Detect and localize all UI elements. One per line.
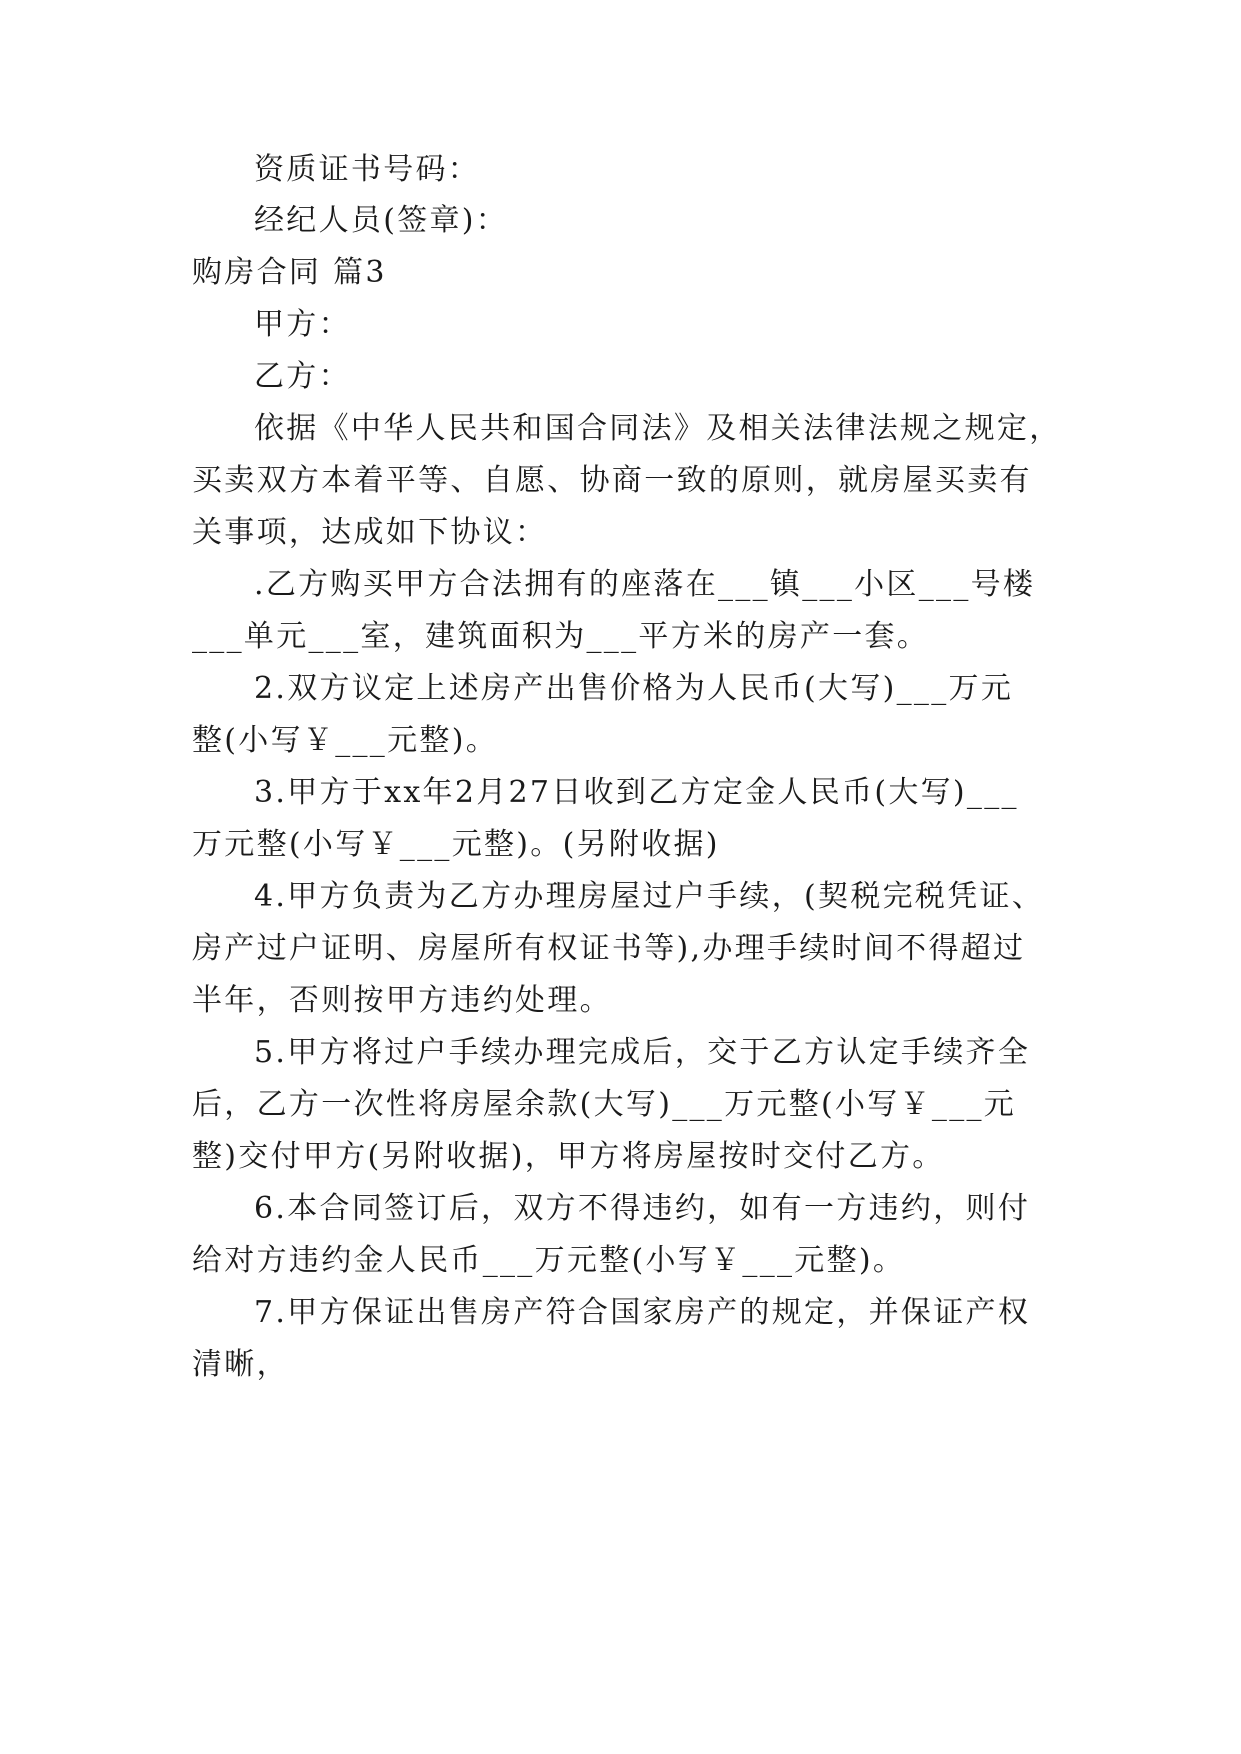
- party-b-line: 乙方：: [254, 359, 351, 394]
- clause-2-line-1: 2.双方议定上述房产出售价格为人民币(大写)___万元: [254, 671, 1014, 706]
- clause-4-line-2: 房产过户证明、房屋所有权证书等),办理手续时间不得超过: [192, 931, 1026, 966]
- preamble-line-2: 买卖双方本着平等、自愿、协商一致的原则，就房屋买卖有: [192, 463, 1032, 498]
- broker-signature-line: 经纪人员(签章)：: [254, 203, 509, 238]
- qualification-cert-number-line: 资质证书号码：: [254, 152, 481, 187]
- clause-5-line-3: 整)交付甲方(另附收据)，甲方将房屋按时交付乙方。: [192, 1139, 945, 1174]
- clause-1-line-1: .乙方购买甲方合法拥有的座落在___镇___小区___号楼: [254, 567, 1036, 602]
- clause-5-line-2: 后，乙方一次性将房屋余款(大写)___万元整(小写￥___元: [192, 1087, 1017, 1122]
- clause-3-line-1: 3.甲方于xx年2月27日收到乙方定金人民币(大写)___: [254, 775, 1019, 810]
- clause-5-line-1: 5.甲方将过户手续办理完成后，交于乙方认定手续齐全: [254, 1035, 1031, 1070]
- clause-4-line-3: 半年，否则按甲方违约处理。: [192, 983, 612, 1018]
- clause-3-line-2: 万元整(小写￥___元整)。(另附收据): [192, 827, 720, 862]
- clause-4-line-1: 4.甲方负责为乙方办理房屋过户手续，(契税完税凭证、: [254, 879, 1045, 914]
- clause-7-line-2: 清晰，: [192, 1347, 289, 1382]
- clause-6-line-1: 6.本合同签订后，双方不得违约，如有一方违约，则付: [254, 1191, 1031, 1226]
- clause-2-line-2: 整(小写￥___元整)。: [192, 723, 499, 758]
- clause-1-line-2: ___单元___室，建筑面积为___平方米的房产一套。: [192, 619, 930, 654]
- section-heading: 购房合同 篇3: [192, 255, 387, 290]
- party-a-line: 甲方：: [254, 307, 351, 342]
- preamble-line-1: 依据《中华人民共和国合同法》及相关法律法规之规定，: [254, 411, 1062, 446]
- clause-7-line-1: 7.甲方保证出售房产符合国家房产的规定，并保证产权: [254, 1295, 1031, 1330]
- clause-6-line-2: 给对方违约金人民币___万元整(小写￥___元整)。: [192, 1243, 906, 1278]
- preamble-line-3: 关事项，达成如下协议：: [192, 515, 548, 550]
